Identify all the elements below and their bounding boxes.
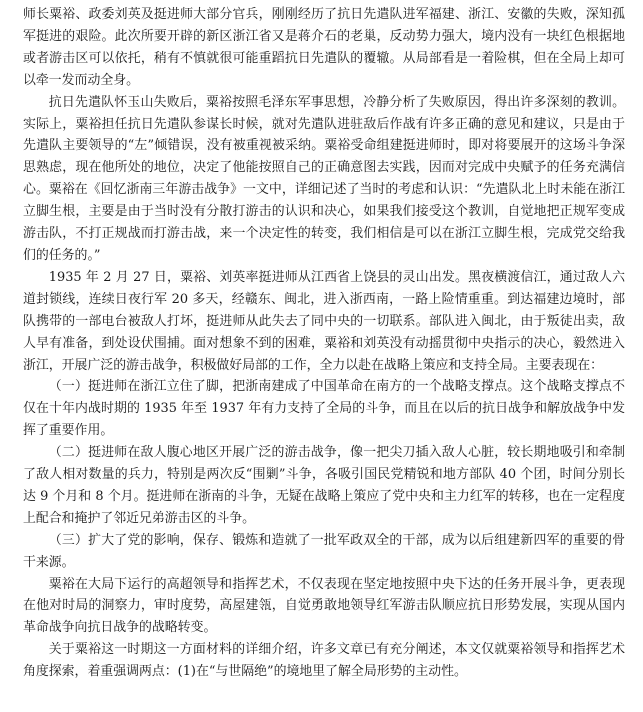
paragraph-focus: 关于粟裕这一时期这一方面材料的详细介绍，许多文章已有充分阐述，本文仅就粟裕领导和指挥艺术角度探索，着重强调两点：(1)在“与世隔绝”的境地里了解全局形势的主动性。 [23,642,625,680]
paragraph-point-three: （三）扩大了党的影响，保存、锻炼和造就了一批军政双全的干部，成为以后组建新四军的重要的骨干来源。 [23,532,625,570]
paragraph-leadership: 粟裕在大局下运行的高超领导和指挥艺术，不仅表现在坚定地按照中央下达的任务开展斗争，更表现在他对时局的洞察力，审时度势，高屋建瓴，自觉勇敢地领导红军游击队顺应抗日形势发展，实现从国内革命战争向抗日战争的战略转变。 [23,576,625,636]
paragraph-point-one: （一）挺进师在浙江立住了脚，把浙南建成了中国革命在南方的一个战略支撑点。这个战略支撑点不仅在十年内战时期的 1935 年至 1937 年有力支持了全局的斗争，而且在以后的抗日战争和解放战争中发挥了重要作用。 [23,379,625,439]
paragraph-lessons: 抗日先遣队怀玉山失败后，粟裕按照毛泽东军事思想，冷静分析了失败原因，得出许多深刻的教训。实际上，粟裕担任抗日先遣队参谋长时候，就对先遣队进驻敌后作战有许多正确的意见和建议，只是由于先遣队主要领导的“左”倾错误，没有被重视被采纳。粟裕受命组建挺进师时，即对将要展开的这场斗争深思熟虑，现在他所处的地位，决定了他能按照自己的正确意图去实践，因而对完成中央赋予的任务充满信心。粟裕在《回忆浙南三年游击战争》一文中，详细记述了当时的考虑和认识：“先遣队北上时未能在浙江立脚生根，主要是由于当时没有分散打游击的认识和决心，如果我们接受这个教训，自觉地把正规军变成游击队，不打正规战而打游击战，来一个决定性的转变，我们相信是可以在浙江立脚生根，完成党交给我们的任务的。” [23,94,625,263]
paragraph-departure: 1935 年 2 月 27 日，粟裕、刘英率挺进师从江西省上饶县的灵山出发。黑夜横渡信江，通过敌人六道封锁线，连续日夜行军 20 多天，经赣东、闽北，进入浙西南，一路上险情重重。到达福建边境时，部队携带的一部电台被敌人打坏，挺进师从此失去了同中央的一切联系。部队进入闽北，由于叛徒出卖，敌人早有准备，到处设伏围捕。面对想象不到的困难，粟裕和刘英没有动摇贯彻中央指示的决心，毅然进入浙江，开展广泛的游击战争，积极做好局部的工作，全力以赴在战略上策应和支持全局。主要表现在： [23,269,625,373]
paragraph-intro: 师长粟裕、政委刘英及挺进师大部分官兵，刚刚经历了抗日先遣队进军福建、浙江、安徽的失败，深知孤军挺进的艰险。此次所要开辟的新区浙江省又是蒋介石的老巢，反动势力强大，境内没有一块红色根据地或者游击区可以依托，稍有不慎就很可能重蹈抗日先遣队的覆辙。从局部看是一着险棋，但在全局上却可以牵一发而动全身。 [23,7,625,88]
paragraph-point-two: （二）挺进师在敌人腹心地区开展广泛的游击战争，像一把尖刀插入敌人心脏，较长期地吸引和牵制了敌人相对数量的兵力，特别是两次反“围剿”斗争，各吸引国民党精锐和地方部队 40 个团，时间分别长达 9 个月和 8 个月。挺进师在浙南的斗争，无疑在战略上策应了党中央和主力红军的转移，也在一定程度上配合和掩护了邻近兄弟游击区的斗争。 [23,445,625,526]
